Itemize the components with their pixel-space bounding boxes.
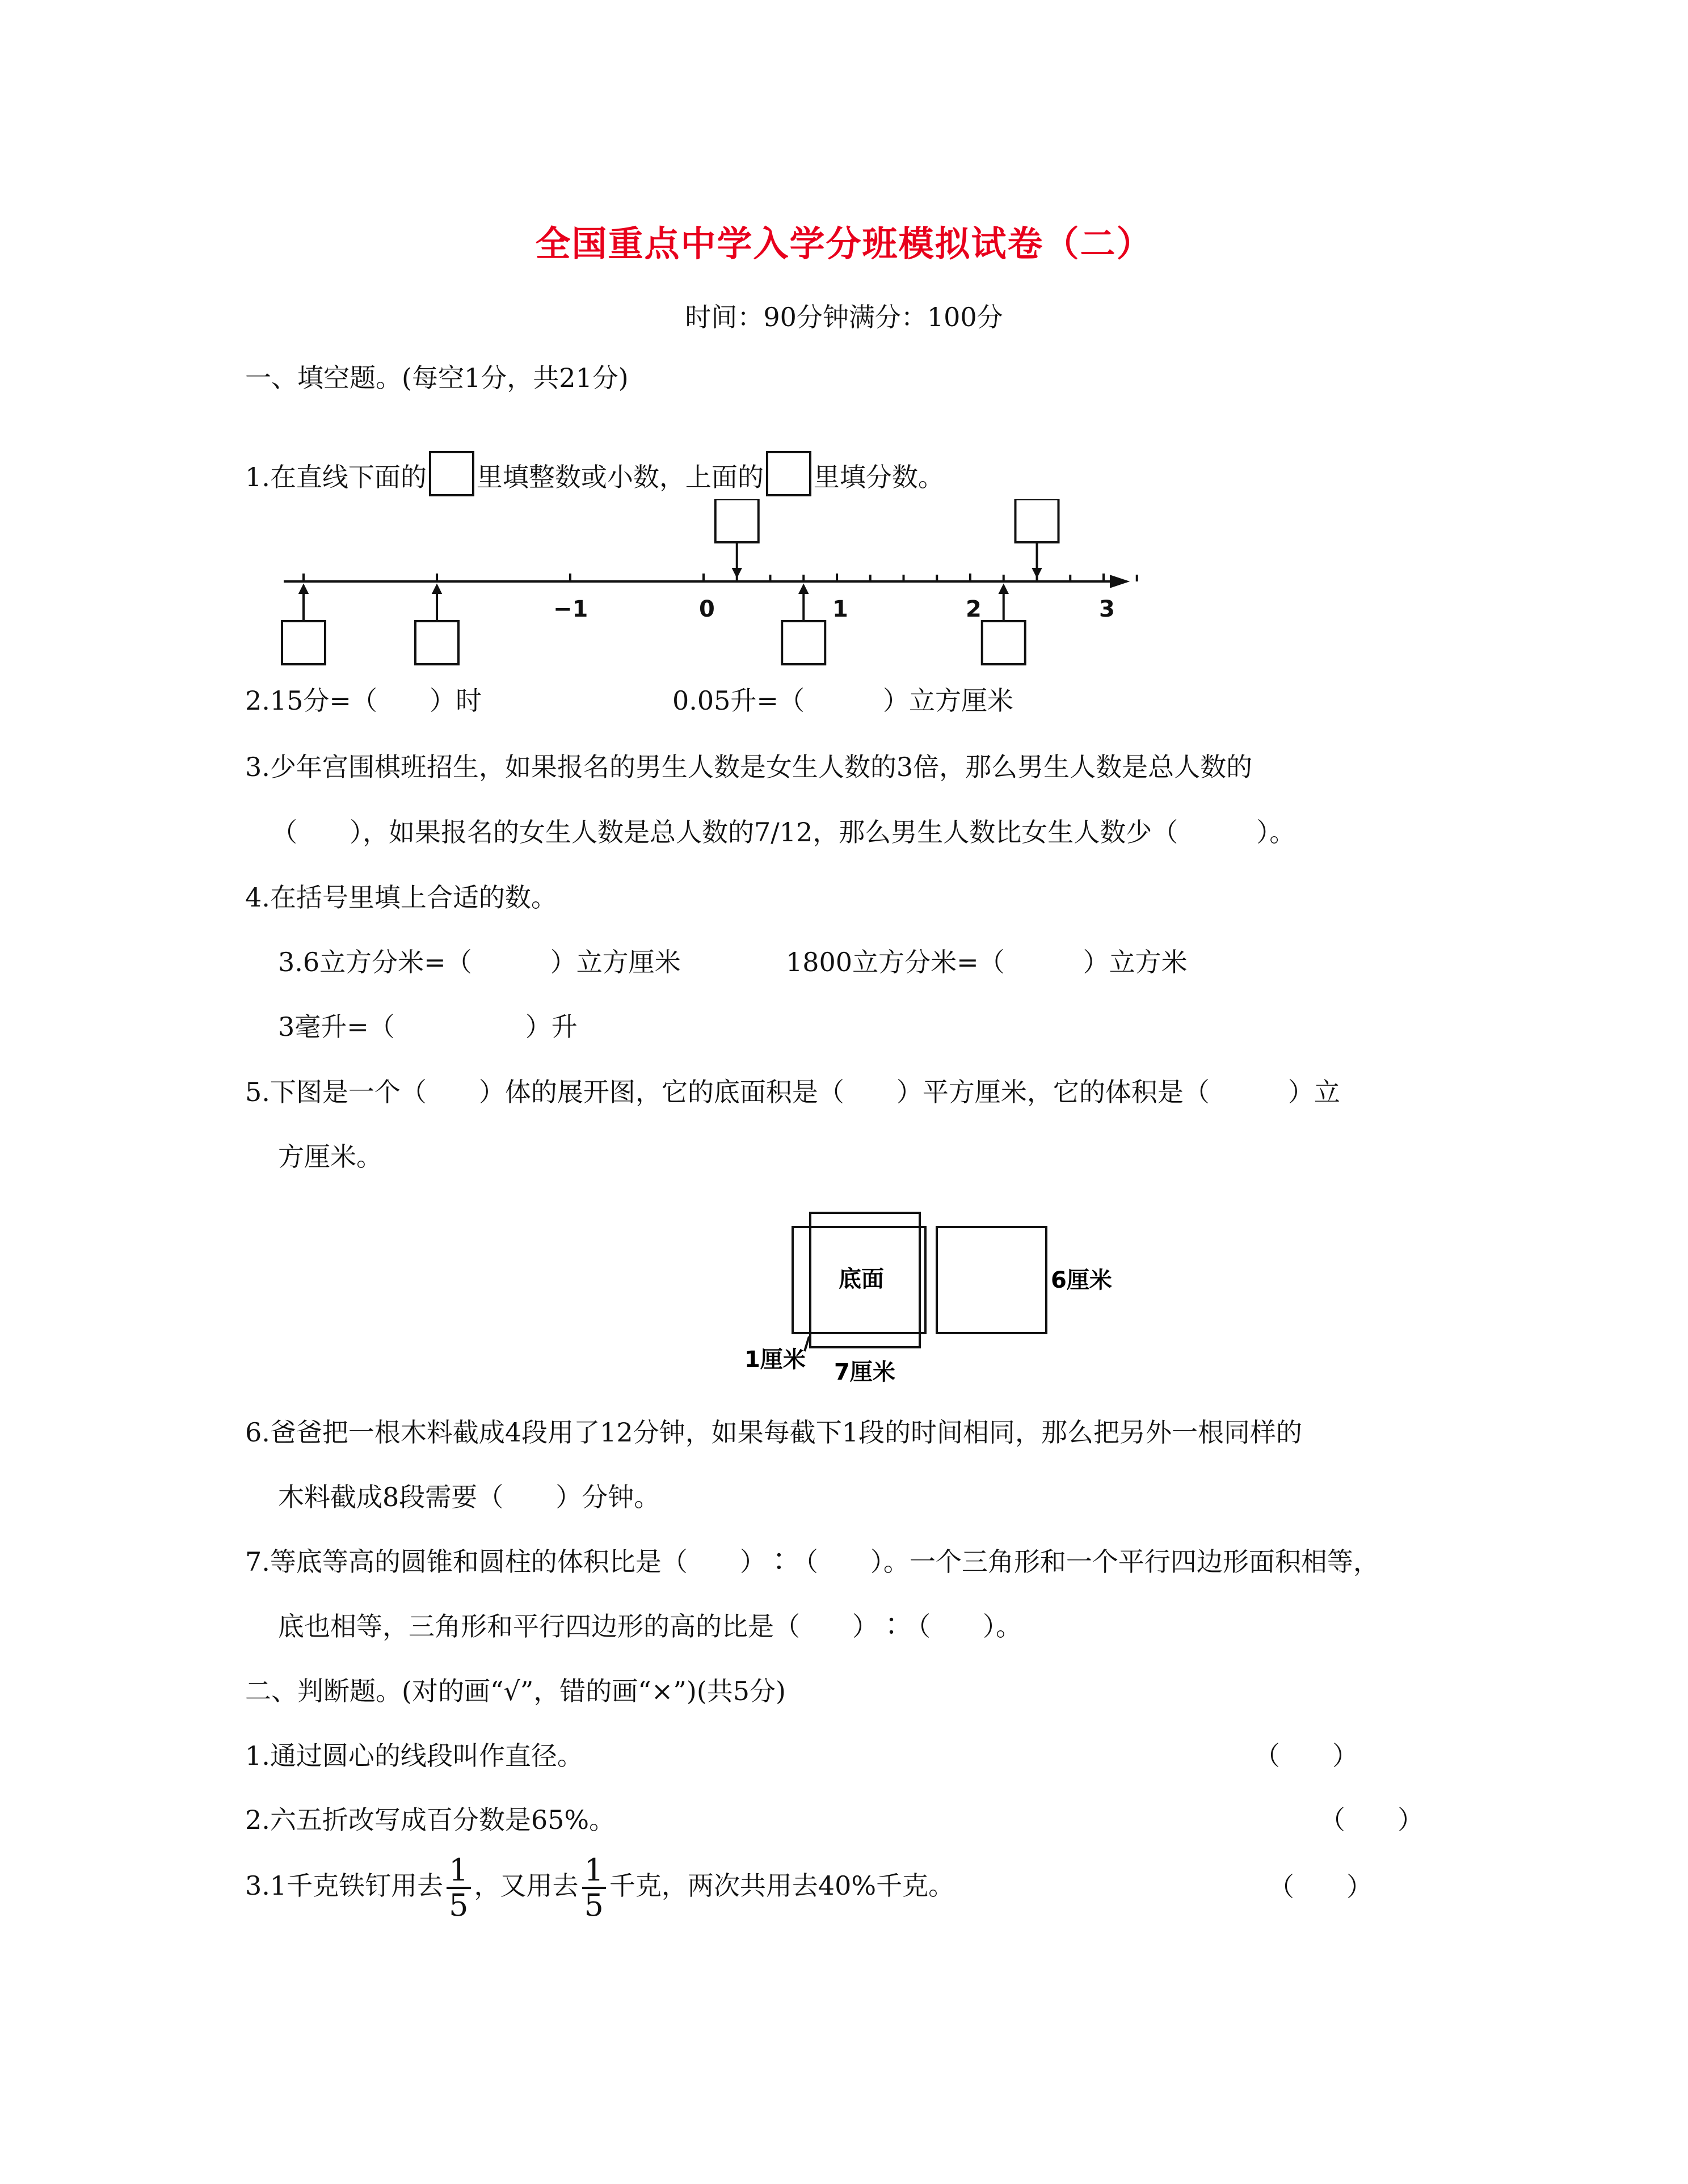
jq3-text-c: 千克，两次共用去40%千克。 <box>609 1870 955 1901</box>
fraction-one-fifth <box>447 1854 470 1922</box>
question-1-3-line1: 3.少年宫围棋班招生，如果报名的男生人数是女生人数的3倍，那么男生人数是总人数的 <box>245 752 1253 782</box>
width-dimension-label: 1厘米 <box>744 1347 806 1373</box>
fraction-numerator: 1 <box>447 1854 470 1889</box>
fraction-denominator: 5 <box>584 1887 604 1923</box>
question-1-1 <box>245 451 944 496</box>
answer-box-above <box>715 499 759 542</box>
q1-text-c: 里填分数。 <box>813 462 944 492</box>
section1-heading: 一、填空题。(每空1分，共21分) <box>245 362 629 393</box>
cuboid-net-figure <box>738 1203 1146 1390</box>
answer-box-sample <box>766 451 811 496</box>
judge-answer-bracket-2: （ ） <box>1319 1804 1424 1835</box>
answer-box-below <box>415 621 458 664</box>
question-1-5-line1: 5.下图是一个（ ）体的展开图，它的底面积是（ ）平方厘米，它的体积是（ ）立 <box>245 1077 1340 1107</box>
jq3-text-a: 3.1千克铁钉用去 <box>245 1870 444 1901</box>
question-1-4b: 1800立方分米=（ ）立方米 <box>786 947 1188 977</box>
answer-box-below <box>282 621 325 664</box>
q1-text-a: 1.在直线下面的 <box>245 462 427 492</box>
question-1-2a: 2.15分=（ ）时 <box>245 685 482 716</box>
length-dimension-label: 7厘米 <box>834 1359 895 1385</box>
number-line-arrowhead <box>1111 576 1126 587</box>
judge-question-3 <box>245 1854 954 1922</box>
answer-box-below <box>782 621 825 664</box>
question-1-4a: 3.6立方分米=（ ）立方厘米 <box>278 947 681 977</box>
number-line-tick-label: 0 <box>699 596 715 622</box>
fraction-one-fifth <box>582 1854 606 1922</box>
section2-heading: 二、判断题。(对的画“√”，错的画“×”)(共5分) <box>245 1676 786 1706</box>
number-line-tick-label: 1 <box>832 596 848 622</box>
jq3-text-b: ，又用去 <box>474 1870 579 1901</box>
question-1-4c: 3毫升=（ ）升 <box>278 1011 578 1042</box>
judge-question-2: 2.六五折改写成百分数是65%。 <box>245 1804 616 1835</box>
question-1-6-line2: 木料截成8段需要（ ）分钟。 <box>278 1482 660 1512</box>
judge-question-1: 1.通过圆心的线段叫作直径。 <box>245 1740 583 1771</box>
net-side-face-2 <box>937 1227 1046 1333</box>
question-1-7-line2: 底也相等，三角形和平行四边形的高的比是（ ）∶（ ）。 <box>278 1611 1022 1642</box>
fraction-numerator: 1 <box>582 1854 606 1889</box>
height-dimension-label: 6厘米 <box>1051 1267 1112 1293</box>
question-1-3-line2: （ ），如果报名的女生人数是总人数的7/12，那么男生人数比女生人数少（ ）。 <box>271 817 1296 848</box>
question-1-4-stem: 4.在括号里填上合适的数。 <box>245 882 557 913</box>
number-line-tick-label: 3 <box>1099 596 1115 622</box>
base-face-label: 底面 <box>839 1266 884 1292</box>
answer-box-above <box>1016 499 1059 542</box>
number-line-figure <box>272 499 1157 669</box>
question-1-2b: 0.05升=（ ）立方厘米 <box>672 685 1013 716</box>
judge-answer-bracket-3: （ ） <box>1268 1871 1373 1902</box>
question-1-6-line1: 6.爸爸把一根木料截成4段用了12分钟，如果每截下1段的时间相同，那么把另外一根同样的 <box>245 1417 1302 1448</box>
answer-box-sample <box>429 451 474 496</box>
fraction-denominator: 5 <box>449 1887 469 1923</box>
answer-box-below <box>982 621 1025 664</box>
q1-text-b: 里填整数或小数，上面的 <box>476 462 764 492</box>
question-1-5-line2: 方厘米。 <box>278 1141 382 1172</box>
number-line-tick-label: 2 <box>966 596 982 622</box>
judge-answer-bracket-1: （ ） <box>1254 1740 1358 1771</box>
number-line-tick-label: −1 <box>553 596 588 622</box>
page-title: 全国重点中学入学分班模拟试卷（二） <box>535 223 1153 264</box>
exam-info: 时间：90分钟满分：100分 <box>685 302 1003 332</box>
question-1-7-line1: 7.等底等高的圆锥和圆柱的体积比是（ ）∶（ ）。一个三角形和一个平行四边形面积相等， <box>245 1546 1379 1577</box>
